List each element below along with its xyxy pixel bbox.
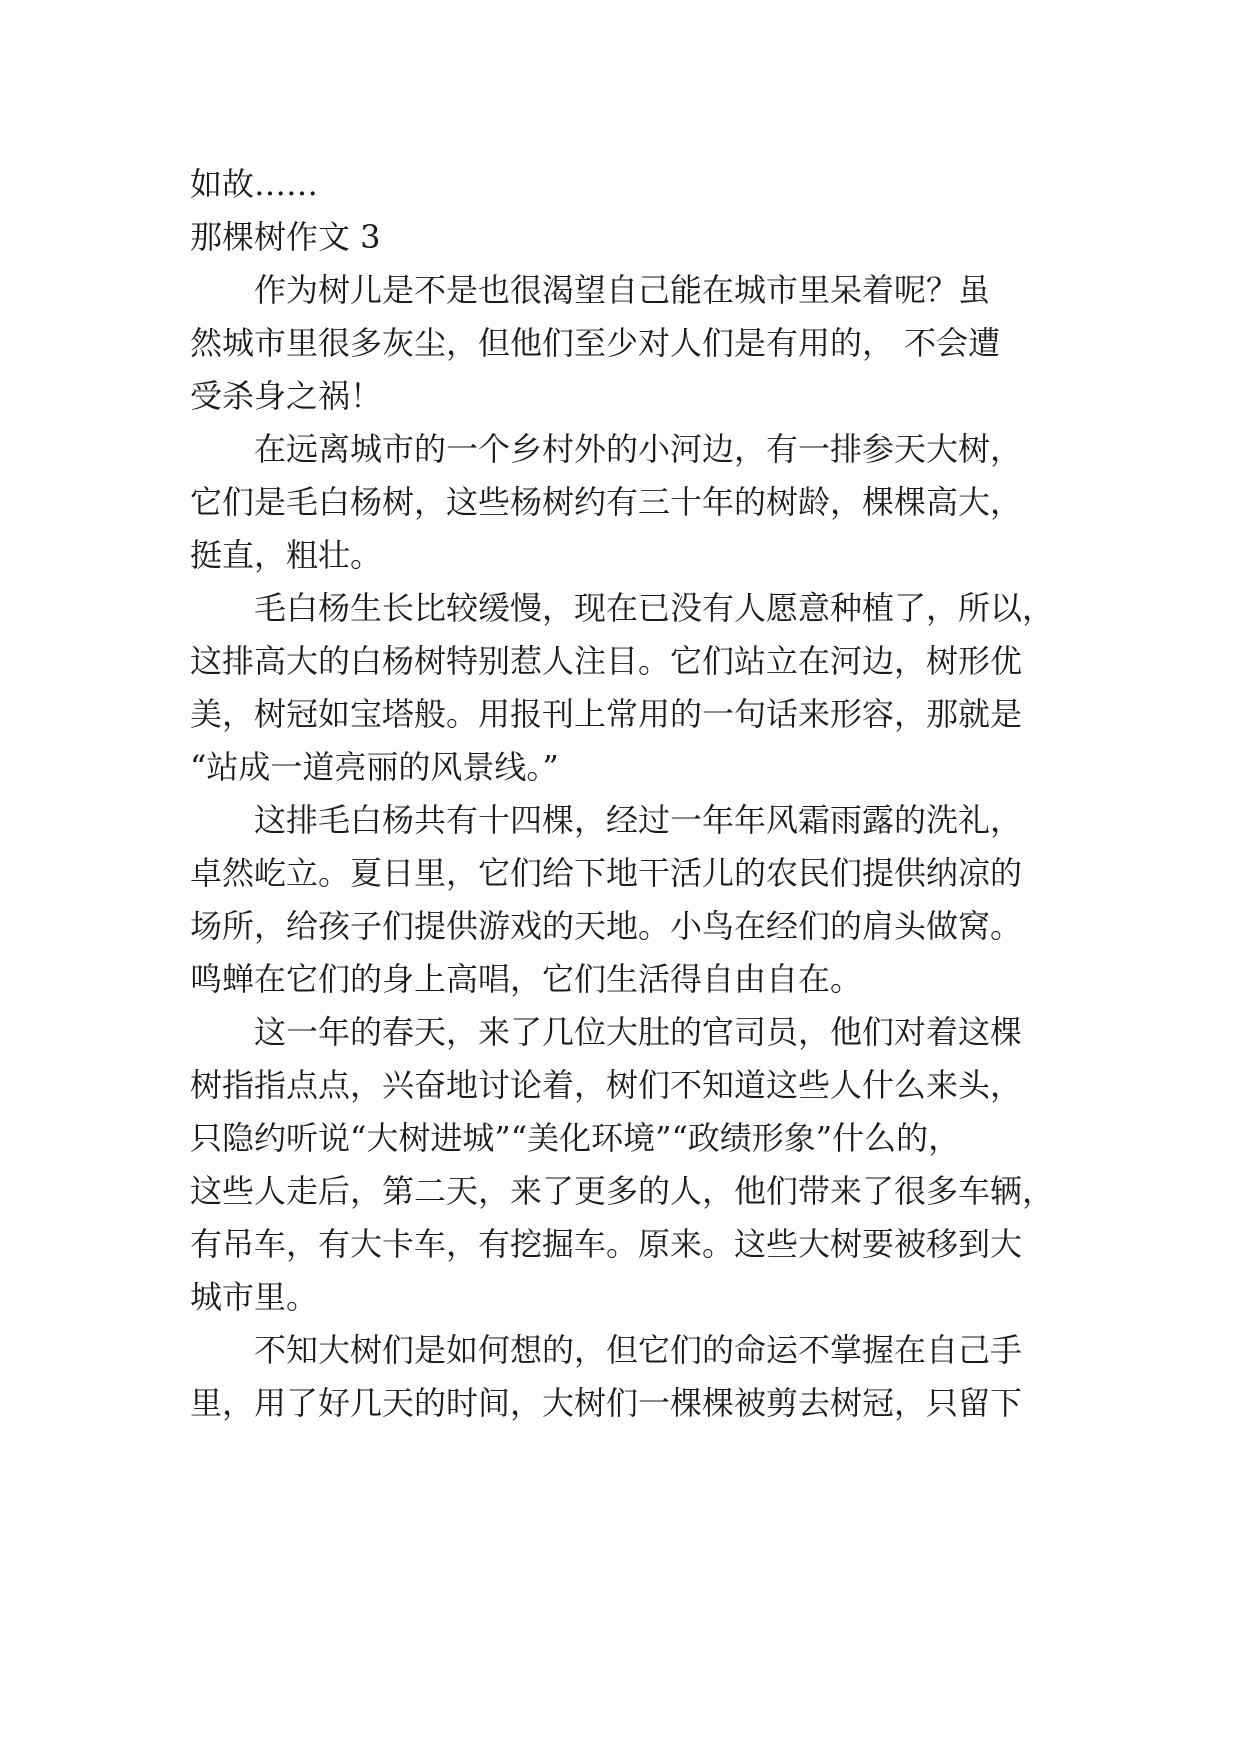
paragraph-line: 有吊车，有大卡车，有挖掘车。原来。这些大树要被移到大 [190,1225,1023,1263]
paragraph-line: 只隐约听说“大树进城”“美化环境”“政绩形象”什么的， [190,1119,961,1157]
paragraph-line: 挺直，粗壮。 [190,536,383,574]
paragraph-line: 场所，给孩子们提供游戏的天地。小鸟在经们的肩头做窝。 [190,907,1023,945]
paragraph-line: 城市里。 [190,1278,319,1316]
paragraph-line: 受杀身之祸！ [190,377,383,415]
paragraph-line: 美，树冠如宝塔般。用报刊上常用的一句话来形容，那就是 [190,695,1023,733]
paragraph-line: 这些人走后，第二天，来了更多的人，他们带来了很多车辆， [190,1172,1055,1210]
paragraph-line: 不知大树们是如何想的，但它们的命运不掌握在自己手 [254,1331,1023,1369]
paragraph-line: 毛白杨生长比较缓慢，现在已没有人愿意种植了，所以， [254,589,1055,627]
document-body [190,158,1070,1430]
paragraph-3 [190,582,1070,794]
paragraph-5 [190,1006,1070,1324]
paragraph-4 [190,794,1070,1006]
continuation-text: 如故…… [190,165,319,203]
paragraph-line: 这排毛白杨共有十四棵，经过一年年风霜雨露的洗礼， [254,801,1023,839]
paragraph-line: 里，用了好几天的时间，大树们一棵棵被剪去树冠，只留下 [190,1384,1023,1422]
paragraph-line: 然城市里很多灰尘，但他们至少对人们是有用的， 不会遭 [190,324,1001,362]
paragraph-line: 卓然屹立。夏日里，它们给下地干活儿的农民们提供纳凉的 [190,854,1023,892]
paragraph-line: 树指指点点，兴奋地讨论着，树们不知道这些人什么来头， [190,1066,1023,1104]
paragraph-line: 这一年的春天，来了几位大肚的官司员，他们对着这棵 [254,1013,1023,1051]
paragraph-2 [190,423,1070,582]
paragraph-line: 鸣蝉在它们的身上高唱，它们生活得自由自在。 [190,960,863,998]
paragraph-line: “站成一道亮丽的风景线。” [190,748,559,786]
paragraph-line: 这排高大的白杨树特别惹人注目。它们站立在河边，树形优 [190,642,1023,680]
paragraph-line: 它们是毛白杨树，这些杨树约有三十年的树龄，棵棵高大， [190,483,1023,521]
paragraph-line: 在远离城市的一个乡村外的小河边，有一排参天大树， [254,430,1023,468]
paragraph-6 [190,1324,1070,1430]
essay-title: 那棵树作文 3 [190,218,381,256]
paragraph-line: 作为树儿是不是也很渴望自己能在城市里呆着呢？虽 [254,271,991,309]
paragraph-1 [190,264,1070,423]
